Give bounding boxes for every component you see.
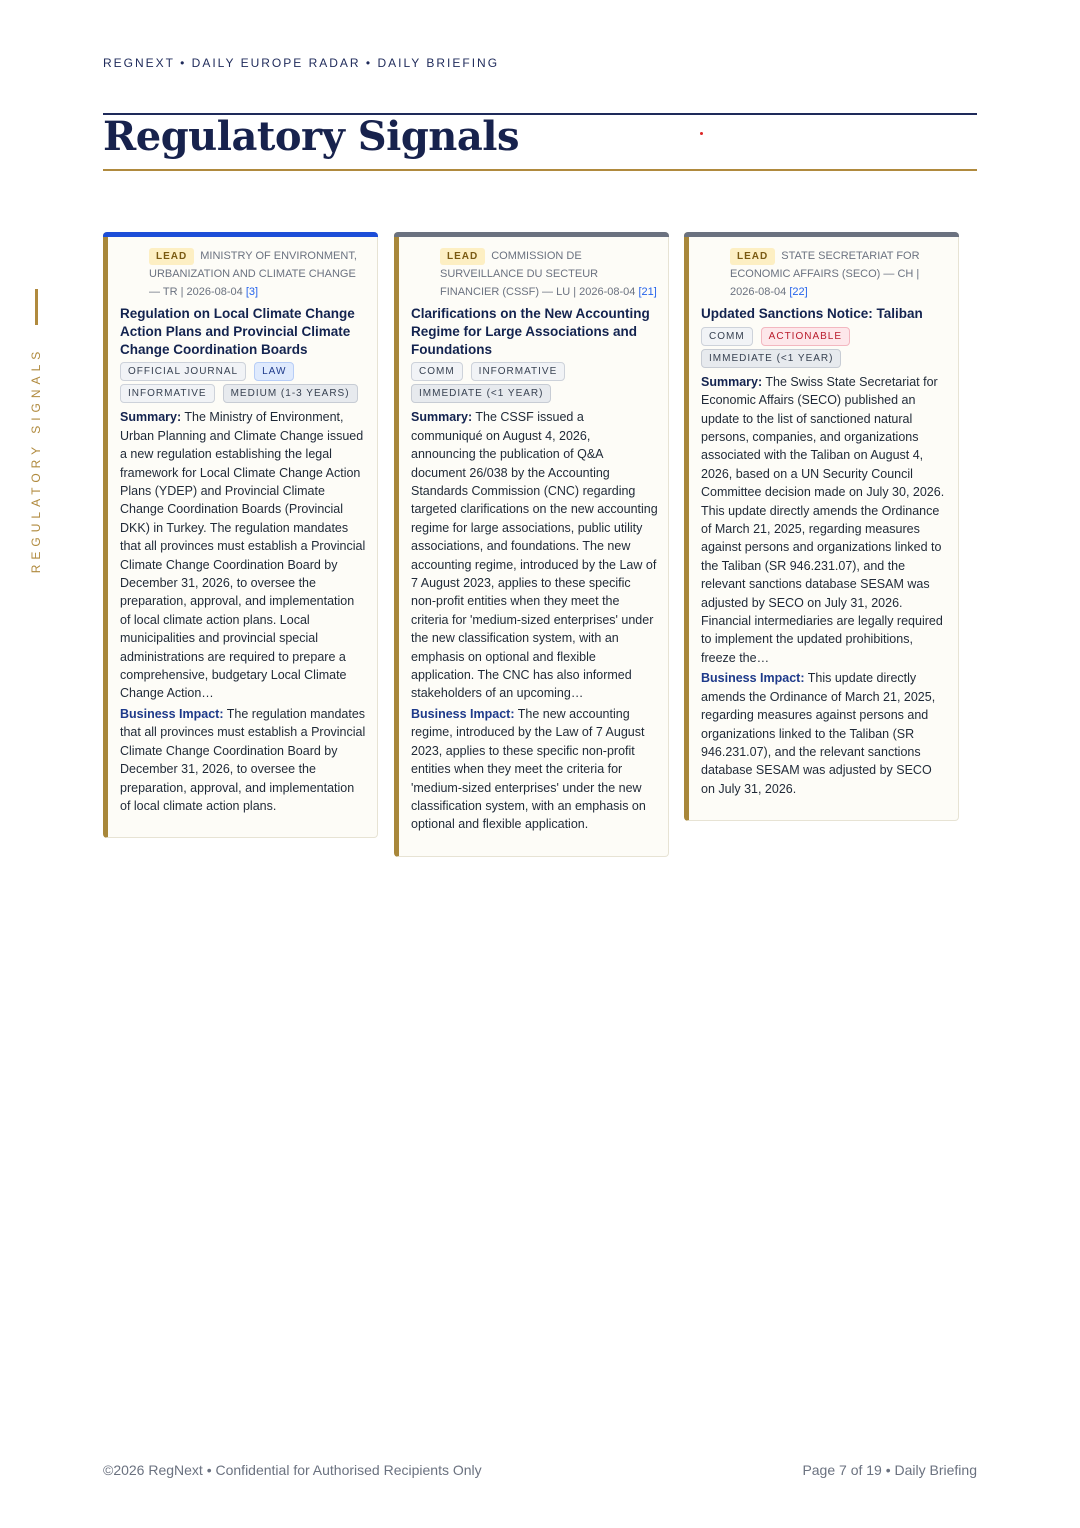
impact-text: The regulation mandates that all provinces must establish a Provincial Climate Change Coordination Board by December 31, 2026, to oversee the preparation, approval, and implementation of local climate action plans.: [120, 706, 366, 813]
card-top-accent: [103, 232, 378, 237]
signal-card: [684, 232, 959, 821]
tag-comm: COMM: [411, 362, 463, 381]
side-section-label: REGULATORY SIGNALS: [29, 346, 43, 574]
card-impact: [120, 705, 367, 815]
card-summary: [411, 408, 658, 703]
side-accent-bar: [35, 289, 38, 325]
tag-law: LAW: [254, 362, 294, 381]
red-dot: [700, 132, 703, 135]
card-impact: [701, 669, 948, 798]
tag-timeframe: IMMEDIATE (<1 YEAR): [411, 384, 551, 403]
card-meta: [411, 247, 658, 301]
card-tags: [701, 327, 948, 368]
tag-timeframe: MEDIUM (1-3 YEARS): [223, 384, 358, 403]
reference-link[interactable]: [3]: [245, 286, 259, 298]
card-title: Clarifications on the New Accounting Regime for Large Associations and Foundations: [411, 306, 650, 357]
card-tags: [120, 362, 367, 403]
tag-actionable: ACTIONABLE: [761, 327, 850, 346]
summary-label: Summary:: [120, 410, 182, 425]
impact-text: This update directly amends the Ordinance of March 21, 2025, regarding measures against persons and organizations linked to the Taliban (SR 946.231.07), and the relevant sanctions database SESAM was adjusted by SECO on July 31, 2026.: [701, 671, 936, 796]
tag-timeframe: IMMEDIATE (<1 YEAR): [701, 349, 841, 368]
summary-label: Summary:: [411, 410, 473, 425]
title-rule-bottom: [103, 169, 977, 171]
card-title: Updated Sanctions Notice: Taliban: [701, 306, 923, 321]
footer-page-number: Page 7 of 19 • Daily Briefing: [802, 1462, 977, 1478]
lead-badge: LEAD: [440, 248, 485, 265]
card-tags: [411, 362, 658, 403]
tag-comm: COMM: [701, 327, 753, 346]
card-source: MINISTRY OF ENVIRONMENT, URBANIZATION AND CLIMATE CHANGE — TR | 2026-08-04: [149, 250, 357, 298]
reference-link[interactable]: [22]: [789, 286, 808, 298]
breadcrumb: REGNEXT • DAILY EUROPE RADAR • DAILY BRIEFING: [103, 56, 500, 70]
tag-informative: INFORMATIVE: [471, 362, 566, 381]
tag-informative: INFORMATIVE: [120, 384, 215, 403]
impact-label: Business Impact:: [411, 706, 515, 721]
card-summary: [701, 373, 948, 668]
lead-badge: LEAD: [730, 248, 775, 265]
impact-label: Business Impact:: [701, 671, 805, 686]
card-impact: [411, 705, 658, 834]
card-title: Regulation on Local Climate Change Action Plans and Provincial Climate Change Coordination Boards: [120, 306, 355, 357]
footer-copyright: ©2026 RegNext • Confidential for Authorised Recipients Only: [103, 1462, 482, 1478]
lead-badge: LEAD: [149, 248, 194, 265]
summary-text: The Ministry of Environment, Urban Planning and Climate Change issued a new regulation establishing the legal framework for Local Climate Change Action Plans (YDEP) and Provincial Climate Change Coordination Boards (Provincial DKK) in Turkey. The regulation mandates that all provinces must establish a Provincial Climate Change Coordination Board by December 31, 2026, to oversee the preparation, approval, and implementation of local climate action plans. Local municipalities and provincial special administrations are required to prepare a comprehensive, budgetary Local Climate Change Action…: [120, 410, 366, 701]
card-source: STATE SECRETARIAT FOR ECONOMIC AFFAIRS (SECO) — CH | 2026-08-04: [730, 250, 920, 298]
summary-text: The Swiss State Secretariat for Economic Affairs (SECO) published an update to the list of sanctioned natural persons, companies, and organizations associated with the Taliban on August 4, 2026, based on a UN Security Council Committee decision made on July 30, 2026. This update directly amends the Ordinance of March 21, 2025, regarding measures against persons and organizations linked to the Taliban (SR 946.231.07), and the relevant sanctions database SESAM was adjusted by SECO on July 31, 2026. Financial intermediaries are legally required to implement the updated prohibitions, freeze the…: [701, 374, 945, 665]
card-top-accent: [684, 232, 959, 237]
reference-link[interactable]: [21]: [638, 286, 657, 298]
signal-card: [394, 232, 669, 857]
card-source: COMMISSION DE SURVEILLANCE DU SECTEUR FINANCIER (CSSF) — LU | 2026-08-04: [440, 250, 636, 298]
impact-text: The new accounting regime, introduced by the Law of 7 August 2023, applies to these specific non-profit entities when they meet the criteria for 'medium-sized enterprises' under the new classification system, with an emphasis on optional and flexible application.: [411, 706, 646, 832]
impact-label: Business Impact:: [120, 706, 224, 721]
summary-label: Summary:: [701, 374, 763, 389]
card-meta: [120, 247, 367, 301]
card-top-accent: [394, 232, 669, 237]
page-title: Regulatory Signals: [103, 113, 520, 160]
card-meta: [701, 247, 948, 301]
card-summary: [120, 408, 367, 703]
tag-official-journal: OFFICIAL JOURNAL: [120, 362, 246, 381]
summary-text: The CSSF issued a communiqué on August 4, 2026, announcing the publication of Q&A document 26/038 by the Accounting Standards Commission (CNC) regarding targeted clarifications on the new accounting regime for large associations, public utility associations, and foundations. The new accounting regime, introduced by the Law of 7 August 2023, applies to these specific non-profit entities when they meet the criteria for 'medium-sized enterprises' under the new classification system, with an emphasis on optional and flexible application. The CNC has also informed stakeholders of an upcoming…: [411, 410, 658, 701]
signal-card: [103, 232, 378, 838]
